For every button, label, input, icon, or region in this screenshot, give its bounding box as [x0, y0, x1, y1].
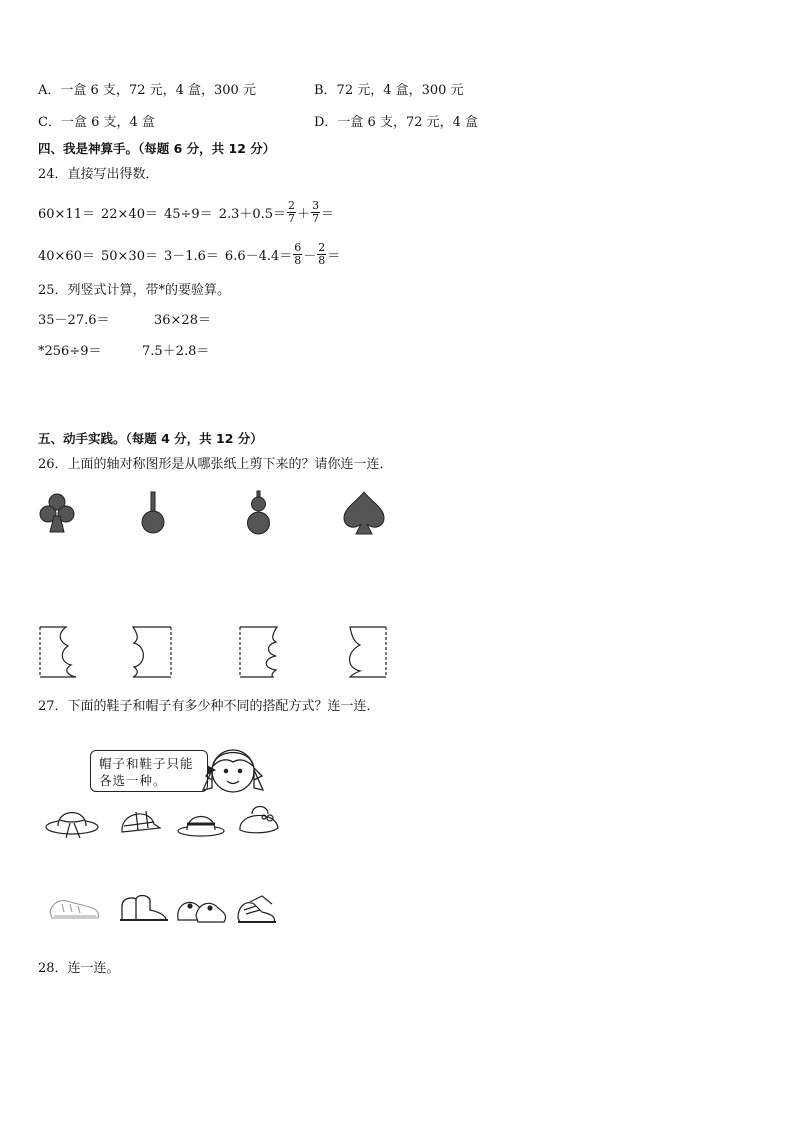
q27-stem: 27．下面的鞋子和帽子有多少种不同的搭配方式？连一连．	[38, 699, 380, 714]
sun-hat-icon	[46, 813, 98, 839]
operator: －	[303, 248, 317, 264]
q24-item: 3－1.6＝	[163, 248, 219, 264]
fraction-numerator: 2	[288, 198, 296, 212]
section-4-heading: 四、我是神算手。（每题 6 分，共 12 分）	[38, 141, 276, 156]
q24-item: 45÷9＝	[163, 206, 213, 222]
equals: ＝	[327, 248, 341, 264]
q26-stem: 26．上面的轴对称图形是从哪张纸上剪下来的？请你连一连．	[38, 457, 393, 472]
equals: ＝	[321, 206, 335, 222]
boot-icon	[120, 896, 168, 921]
option-b: B．72 元，4 盒，300 元	[314, 83, 464, 98]
kid-shoes-icon	[178, 902, 226, 922]
q24-item: 60×11＝	[38, 206, 95, 222]
q24-item: 6.6－4.4＝	[224, 248, 293, 264]
q25-item: 35－27.6＝	[38, 313, 110, 328]
q24-item: 2.3＋0.5＝	[218, 206, 287, 222]
hiking-shoe-icon	[238, 896, 276, 922]
speech-line-2: 各选一种。	[99, 773, 167, 788]
fraction-denominator: 7	[288, 211, 296, 225]
section-5-heading: 五、动手实践。（每题 4 分，共 12 分）	[38, 431, 263, 446]
q24-stem: 24．直接写出得数．	[38, 167, 159, 182]
fraction-denominator: 7	[312, 211, 320, 225]
q25-item: 7.5＋2.8＝	[142, 344, 210, 359]
fraction-denominator: 8	[294, 253, 302, 267]
sneaker-icon	[50, 900, 99, 918]
q24-item: 22×40＝	[100, 206, 158, 222]
fraction-numerator: 6	[294, 240, 302, 254]
cap-icon	[122, 811, 160, 832]
q25-item: *256÷9＝	[38, 344, 102, 359]
fraction-denominator: 8	[318, 253, 326, 267]
option-a: A．一盒 6 支，72 元，4 盒，300 元	[38, 83, 256, 98]
fedora-icon	[178, 817, 224, 837]
operator: ＋	[297, 206, 311, 222]
q24-item: 50×30＝	[100, 248, 158, 264]
q24-item: 40×60＝	[38, 248, 95, 264]
fraction-numerator: 2	[318, 240, 326, 254]
fraction-numerator: 3	[312, 198, 320, 212]
q28-stem: 28．连一连。	[38, 961, 120, 976]
speech-line-1: 帽子和鞋子只能	[99, 756, 194, 771]
option-c: C．一盒 6 支，4 盒	[38, 115, 155, 130]
bonnet-icon	[240, 807, 278, 833]
option-d: D．一盒 6 支，72 元，4 盒	[314, 115, 479, 130]
q25-item: 36×28＝	[154, 313, 211, 328]
q25-stem: 25．列竖式计算，带*的要验算。	[38, 283, 231, 298]
girl-icon	[203, 750, 263, 792]
